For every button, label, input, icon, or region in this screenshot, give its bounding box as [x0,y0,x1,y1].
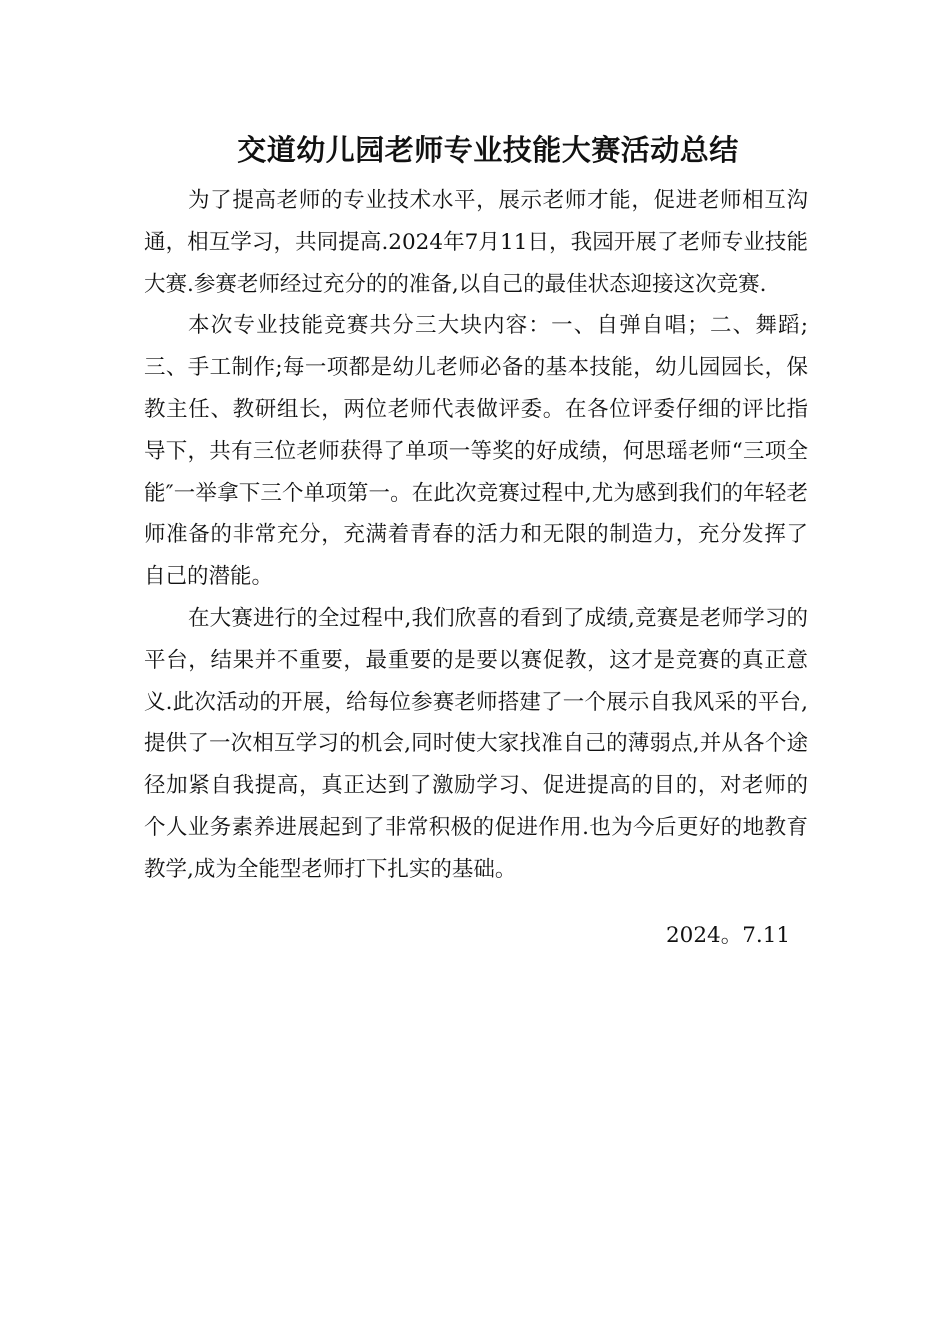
paragraph-3: 在大赛进行的全过程中,我们欣喜的看到了成绩,竞赛是老师学习的平台，结果并不重要，最重要的是要以赛促教，这才是竞赛的真正意义.此次活动的开展，给每位参赛老师搭建了一个展示自我风采的平台,提供了一次相互学习的机会,同时使大家找准自己的薄弱点,并从各个途径加紧自我提高，真正达到了激励学习、促进提高的目的，对老师的个人业务素养进展起到了非常积极的促进作用.也为今后更好的地教育教学,成为全能型老师打下扎实的基础。 [144,605,808,882]
document-title: 交道幼儿园老师专业技能大赛活动总结 [237,133,739,167]
document-date: 2024。7.11 [666,923,791,948]
document-body [144,180,808,891]
paragraph-2: 本次专业技能竞赛共分三大块内容：一、自弹自唱；二、舞蹈;三、手工制作;每一项都是幼儿老师必备的基本技能，幼儿园园长，保教主任、教研组长，两位老师代表做评委。在各位评委仔细的评比指导下，共有三位老师获得了单项一等奖的好成绩，何思瑶老师“三项全能″一举拿下三个单项第一。在此次竞赛过程中,尤为感到我们的年轻老师准备的非常充分，充满着青春的活力和无限的制造力，充分发挥了自己的潜能。 [144,313,808,590]
paragraph-1: 为了提高老师的专业技术水平，展示老师才能，促进老师相互沟通，相互学习，共同提高.2024年7月11日，我园开展了老师专业技能大赛.参赛老师经过充分的的准备,以自己的最佳状态迎接这次竞赛. [144,188,808,297]
